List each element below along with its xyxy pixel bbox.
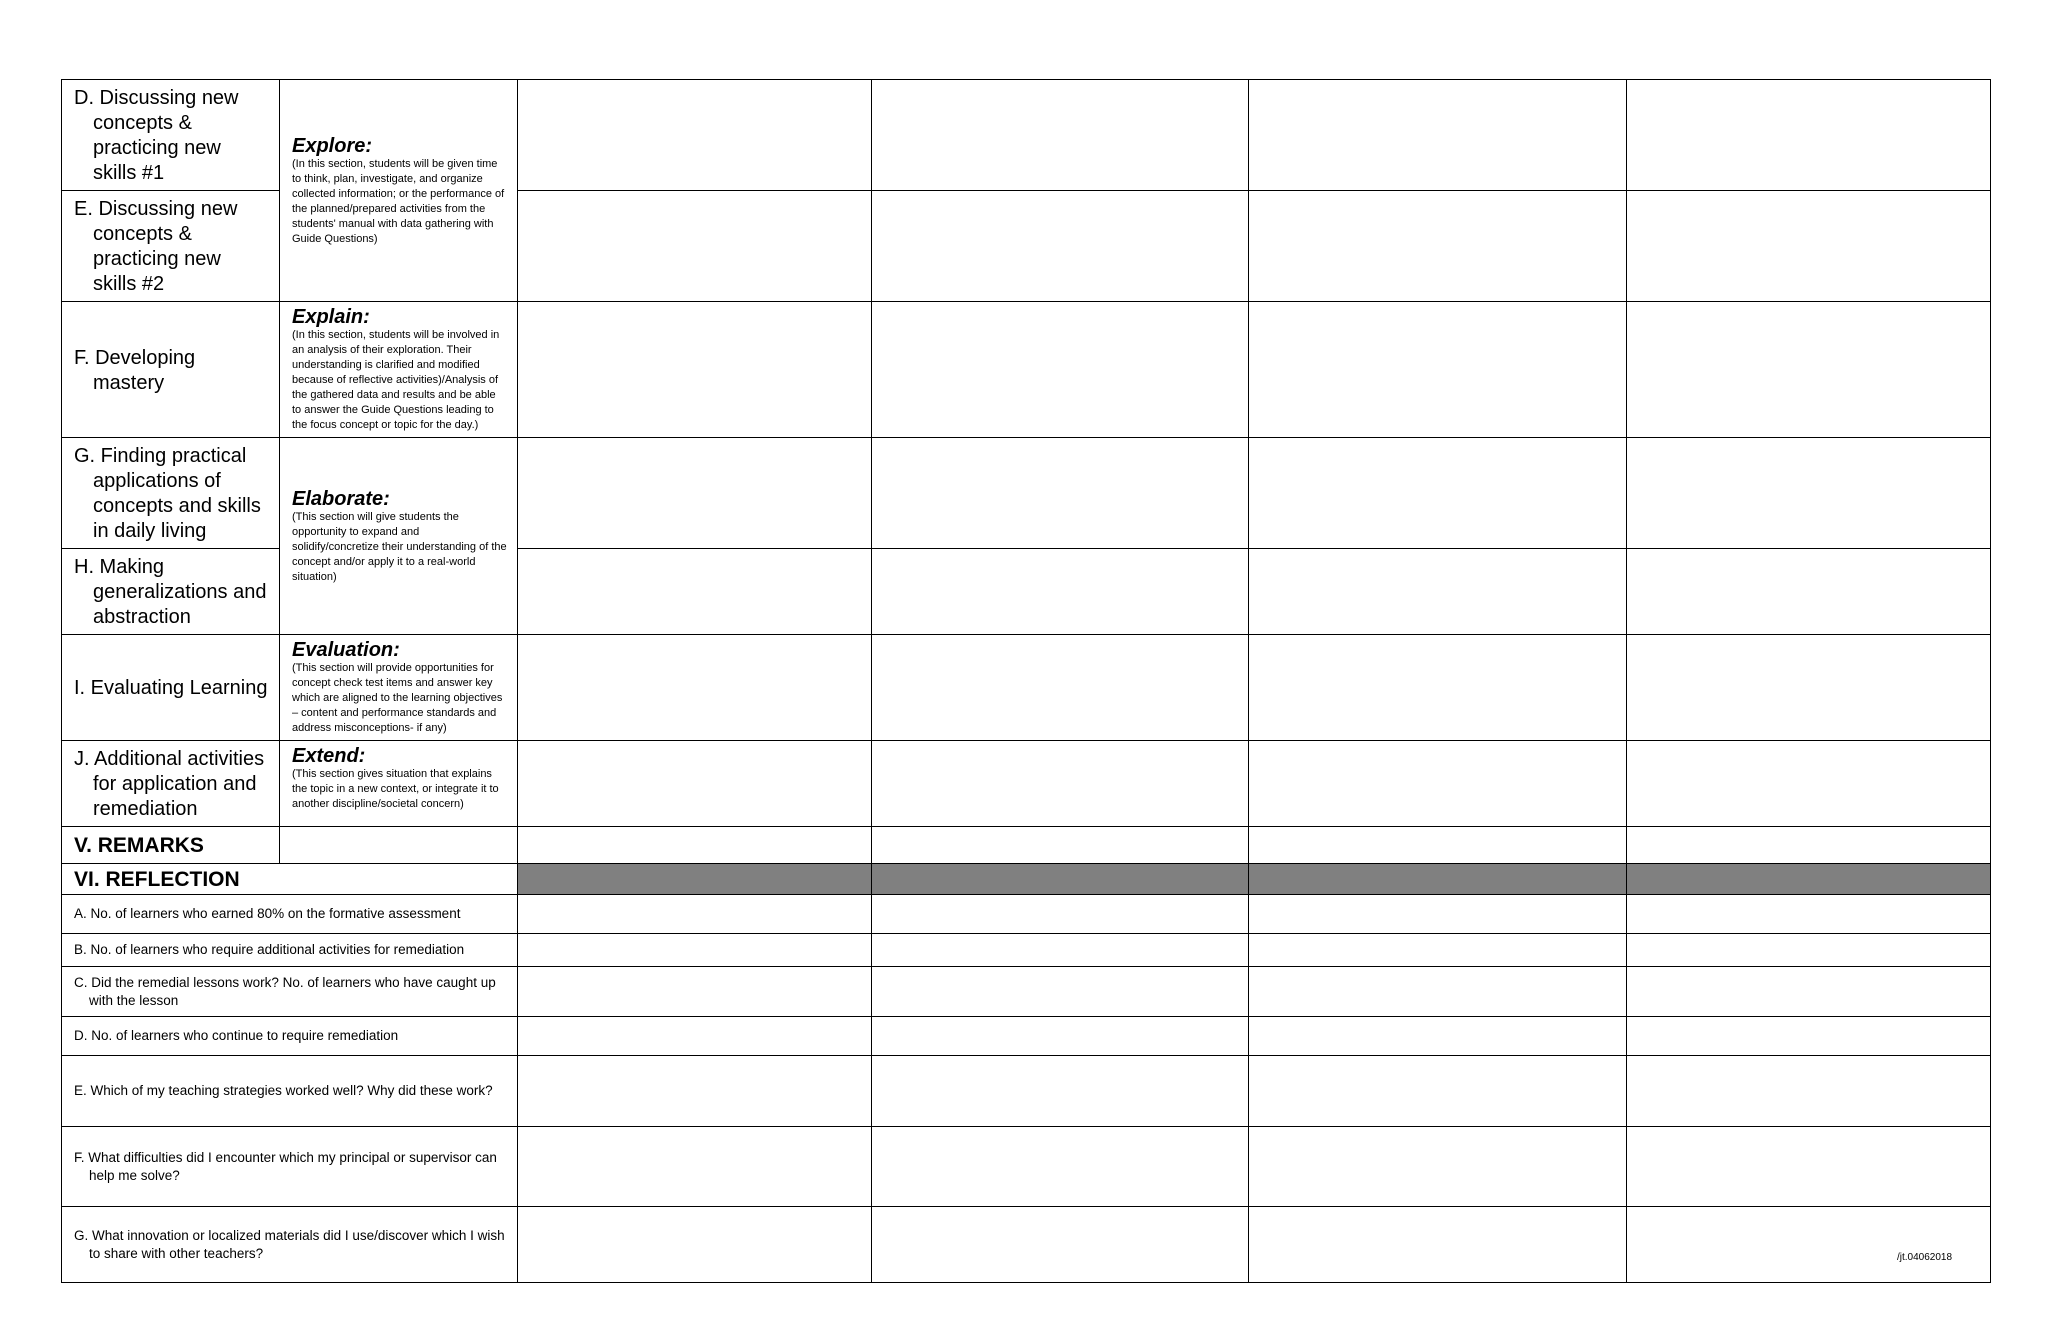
- day-cell[interactable]: [1249, 191, 1627, 302]
- gray-header-cell: [518, 864, 872, 895]
- day-cell[interactable]: [518, 827, 872, 864]
- day-cell[interactable]: [872, 741, 1249, 827]
- reflection-item-d: D. No. of learners who continue to require remediation: [62, 1017, 518, 1056]
- day-cell[interactable]: [872, 302, 1249, 438]
- day-cell[interactable]: [872, 1056, 1249, 1127]
- row-j: [62, 741, 1991, 827]
- lesson-plan-table: [61, 79, 1991, 1283]
- procedure-label-e: E. Discussing new concepts & practicing new skills #2: [62, 191, 280, 302]
- extend-title: Extend:: [292, 745, 366, 767]
- procedure-label-g: G. Finding practical applications of concepts and skills in daily living: [62, 438, 280, 549]
- day-cell[interactable]: [1627, 967, 1991, 1017]
- extend-description: (This section gives situation that explains the topic in a new context, or integrate it to another discipline/societal concern): [292, 768, 499, 810]
- day-cell[interactable]: [1249, 827, 1627, 864]
- day-cell[interactable]: [518, 1017, 872, 1056]
- row-reflection-c: [62, 967, 1991, 1017]
- evaluation-title: Evaluation:: [292, 639, 400, 661]
- day-cell[interactable]: [518, 1056, 872, 1127]
- reflection-heading: VI. REFLECTION: [62, 864, 518, 895]
- day-cell[interactable]: [1627, 549, 1991, 635]
- day-cell[interactable]: [872, 80, 1249, 191]
- explore-description: (In this section, students will be given time to think, plan, investigate, and organize collected information; or the performance of the planned/prepared activities from the students' manual with data gathering with Guide Questions): [292, 157, 505, 245]
- day-cell[interactable]: [1249, 438, 1627, 549]
- explain-title: Explain:: [292, 306, 370, 328]
- day-cell[interactable]: [1627, 934, 1991, 967]
- reflection-item-g: G. What innovation or localized materials did I use/discover which I wish to share with other teachers?: [62, 1207, 518, 1283]
- day-cell[interactable]: [1249, 80, 1627, 191]
- day-cell[interactable]: [1249, 934, 1627, 967]
- day-cell[interactable]: [1249, 967, 1627, 1017]
- row-d: [62, 80, 1991, 191]
- row-reflection-a: [62, 895, 1991, 934]
- day-cell[interactable]: [518, 635, 872, 741]
- day-cell[interactable]: [1249, 1207, 1627, 1283]
- day-cell[interactable]: [872, 934, 1249, 967]
- day-cell[interactable]: [1249, 1127, 1627, 1207]
- day-cell[interactable]: [1249, 635, 1627, 741]
- day-cell[interactable]: [1627, 302, 1991, 438]
- row-remarks: [62, 827, 1991, 864]
- day-cell[interactable]: [872, 191, 1249, 302]
- explain-description: (In this section, students will be involved in an analysis of their exploration. Their understanding is clarified and modified because of reflective activities)/Analysis of the gathered data and results and be able to answer the Guide Questions leading to the focus concept or topic for the day.): [292, 329, 500, 431]
- day-cell[interactable]: [1249, 895, 1627, 934]
- day-cell[interactable]: [1249, 1017, 1627, 1056]
- procedure-label-f: F. Developing mastery: [62, 302, 280, 438]
- row-reflection-g: [62, 1207, 1991, 1283]
- day-cell[interactable]: [872, 967, 1249, 1017]
- day-cell[interactable]: [1627, 438, 1991, 549]
- reflection-item-b: B. No. of learners who require additional activities for remediation: [62, 934, 518, 967]
- reflection-item-e: E. Which of my teaching strategies worked well? Why did these work?: [62, 1056, 518, 1127]
- row-reflection-d: [62, 1017, 1991, 1056]
- day-cell[interactable]: [518, 1127, 872, 1207]
- row-i: [62, 635, 1991, 741]
- row-reflection-e: [62, 1056, 1991, 1127]
- procedure-label-d: D. Discussing new concepts & practicing new skills #1: [62, 80, 280, 191]
- row-reflection-heading: [62, 864, 1991, 895]
- row-reflection-f: [62, 1127, 1991, 1207]
- day-cell[interactable]: [1249, 549, 1627, 635]
- day-cell[interactable]: [872, 1127, 1249, 1207]
- explore-title: Explore:: [292, 134, 373, 157]
- procedure-label-i: I. Evaluating Learning: [62, 635, 280, 741]
- day-cell[interactable]: [1249, 741, 1627, 827]
- procedure-label-h: H. Making generalizations and abstraction: [62, 549, 280, 635]
- reflection-item-f: F. What difficulties did I encounter which my principal or supervisor can help me solve?: [62, 1127, 518, 1207]
- day-cell[interactable]: [518, 438, 872, 549]
- row-reflection-b: [62, 934, 1991, 967]
- day-cell[interactable]: [1249, 302, 1627, 438]
- day-cell[interactable]: [518, 895, 872, 934]
- day-cell[interactable]: [1249, 1056, 1627, 1127]
- day-cell[interactable]: [518, 549, 872, 635]
- day-cell[interactable]: [872, 1017, 1249, 1056]
- gray-header-cell: [1627, 864, 1991, 895]
- day-cell[interactable]: [872, 549, 1249, 635]
- row-g: [62, 438, 1991, 549]
- day-cell[interactable]: [518, 934, 872, 967]
- day-cell[interactable]: [1627, 741, 1991, 827]
- evaluation-description: (This section will provide opportunities for concept check test items and answer key which are aligned to the learning objectives – content and performance standards and address misconceptions- if any): [292, 662, 503, 734]
- day-cell[interactable]: [872, 438, 1249, 549]
- phase-elaborate: [280, 438, 518, 635]
- day-cell[interactable]: [1627, 80, 1991, 191]
- reflection-item-a: A. No. of learners who earned 80% on the formative assessment: [62, 895, 518, 934]
- phase-explain: [280, 302, 518, 438]
- day-cell[interactable]: [518, 1207, 872, 1283]
- day-cell[interactable]: [1627, 1017, 1991, 1056]
- day-cell[interactable]: [518, 741, 872, 827]
- remarks-empty-cell: [280, 827, 518, 864]
- day-cell[interactable]: [518, 80, 872, 191]
- day-cell[interactable]: [1627, 635, 1991, 741]
- phase-explore: [280, 80, 518, 302]
- day-cell[interactable]: [1627, 1056, 1991, 1127]
- day-cell[interactable]: [872, 1207, 1249, 1283]
- phase-extend: [280, 741, 518, 827]
- row-f: [62, 302, 1991, 438]
- document-version-code: /jt.04062018: [1897, 1252, 1953, 1263]
- day-cell[interactable]: [1627, 895, 1991, 934]
- day-cell[interactable]: [518, 191, 872, 302]
- day-cell[interactable]: [518, 967, 872, 1017]
- remarks-heading: V. REMARKS: [62, 827, 280, 864]
- day-cell[interactable]: [872, 895, 1249, 934]
- elaborate-description: (This section will give students the opportunity to expand and solidify/concretize their understanding of the concept and/or apply it to a real-world situation): [292, 510, 507, 583]
- day-cell[interactable]: [872, 827, 1249, 864]
- phase-evaluation: [280, 635, 518, 741]
- day-cell[interactable]: [518, 302, 872, 438]
- day-cell[interactable]: [1627, 191, 1991, 302]
- elaborate-title: Elaborate:: [292, 487, 390, 510]
- gray-header-cell: [1249, 864, 1627, 895]
- day-cell[interactable]: [872, 635, 1249, 741]
- procedure-label-j: J. Additional activities for application and remediation: [62, 741, 280, 827]
- reflection-item-c: C. Did the remedial lessons work? No. of learners who have caught up with the lesson: [62, 967, 518, 1017]
- day-cell[interactable]: [1627, 1127, 1991, 1207]
- day-cell[interactable]: [1627, 827, 1991, 864]
- gray-header-cell: [872, 864, 1249, 895]
- day-cell[interactable]: [1627, 1207, 1991, 1283]
